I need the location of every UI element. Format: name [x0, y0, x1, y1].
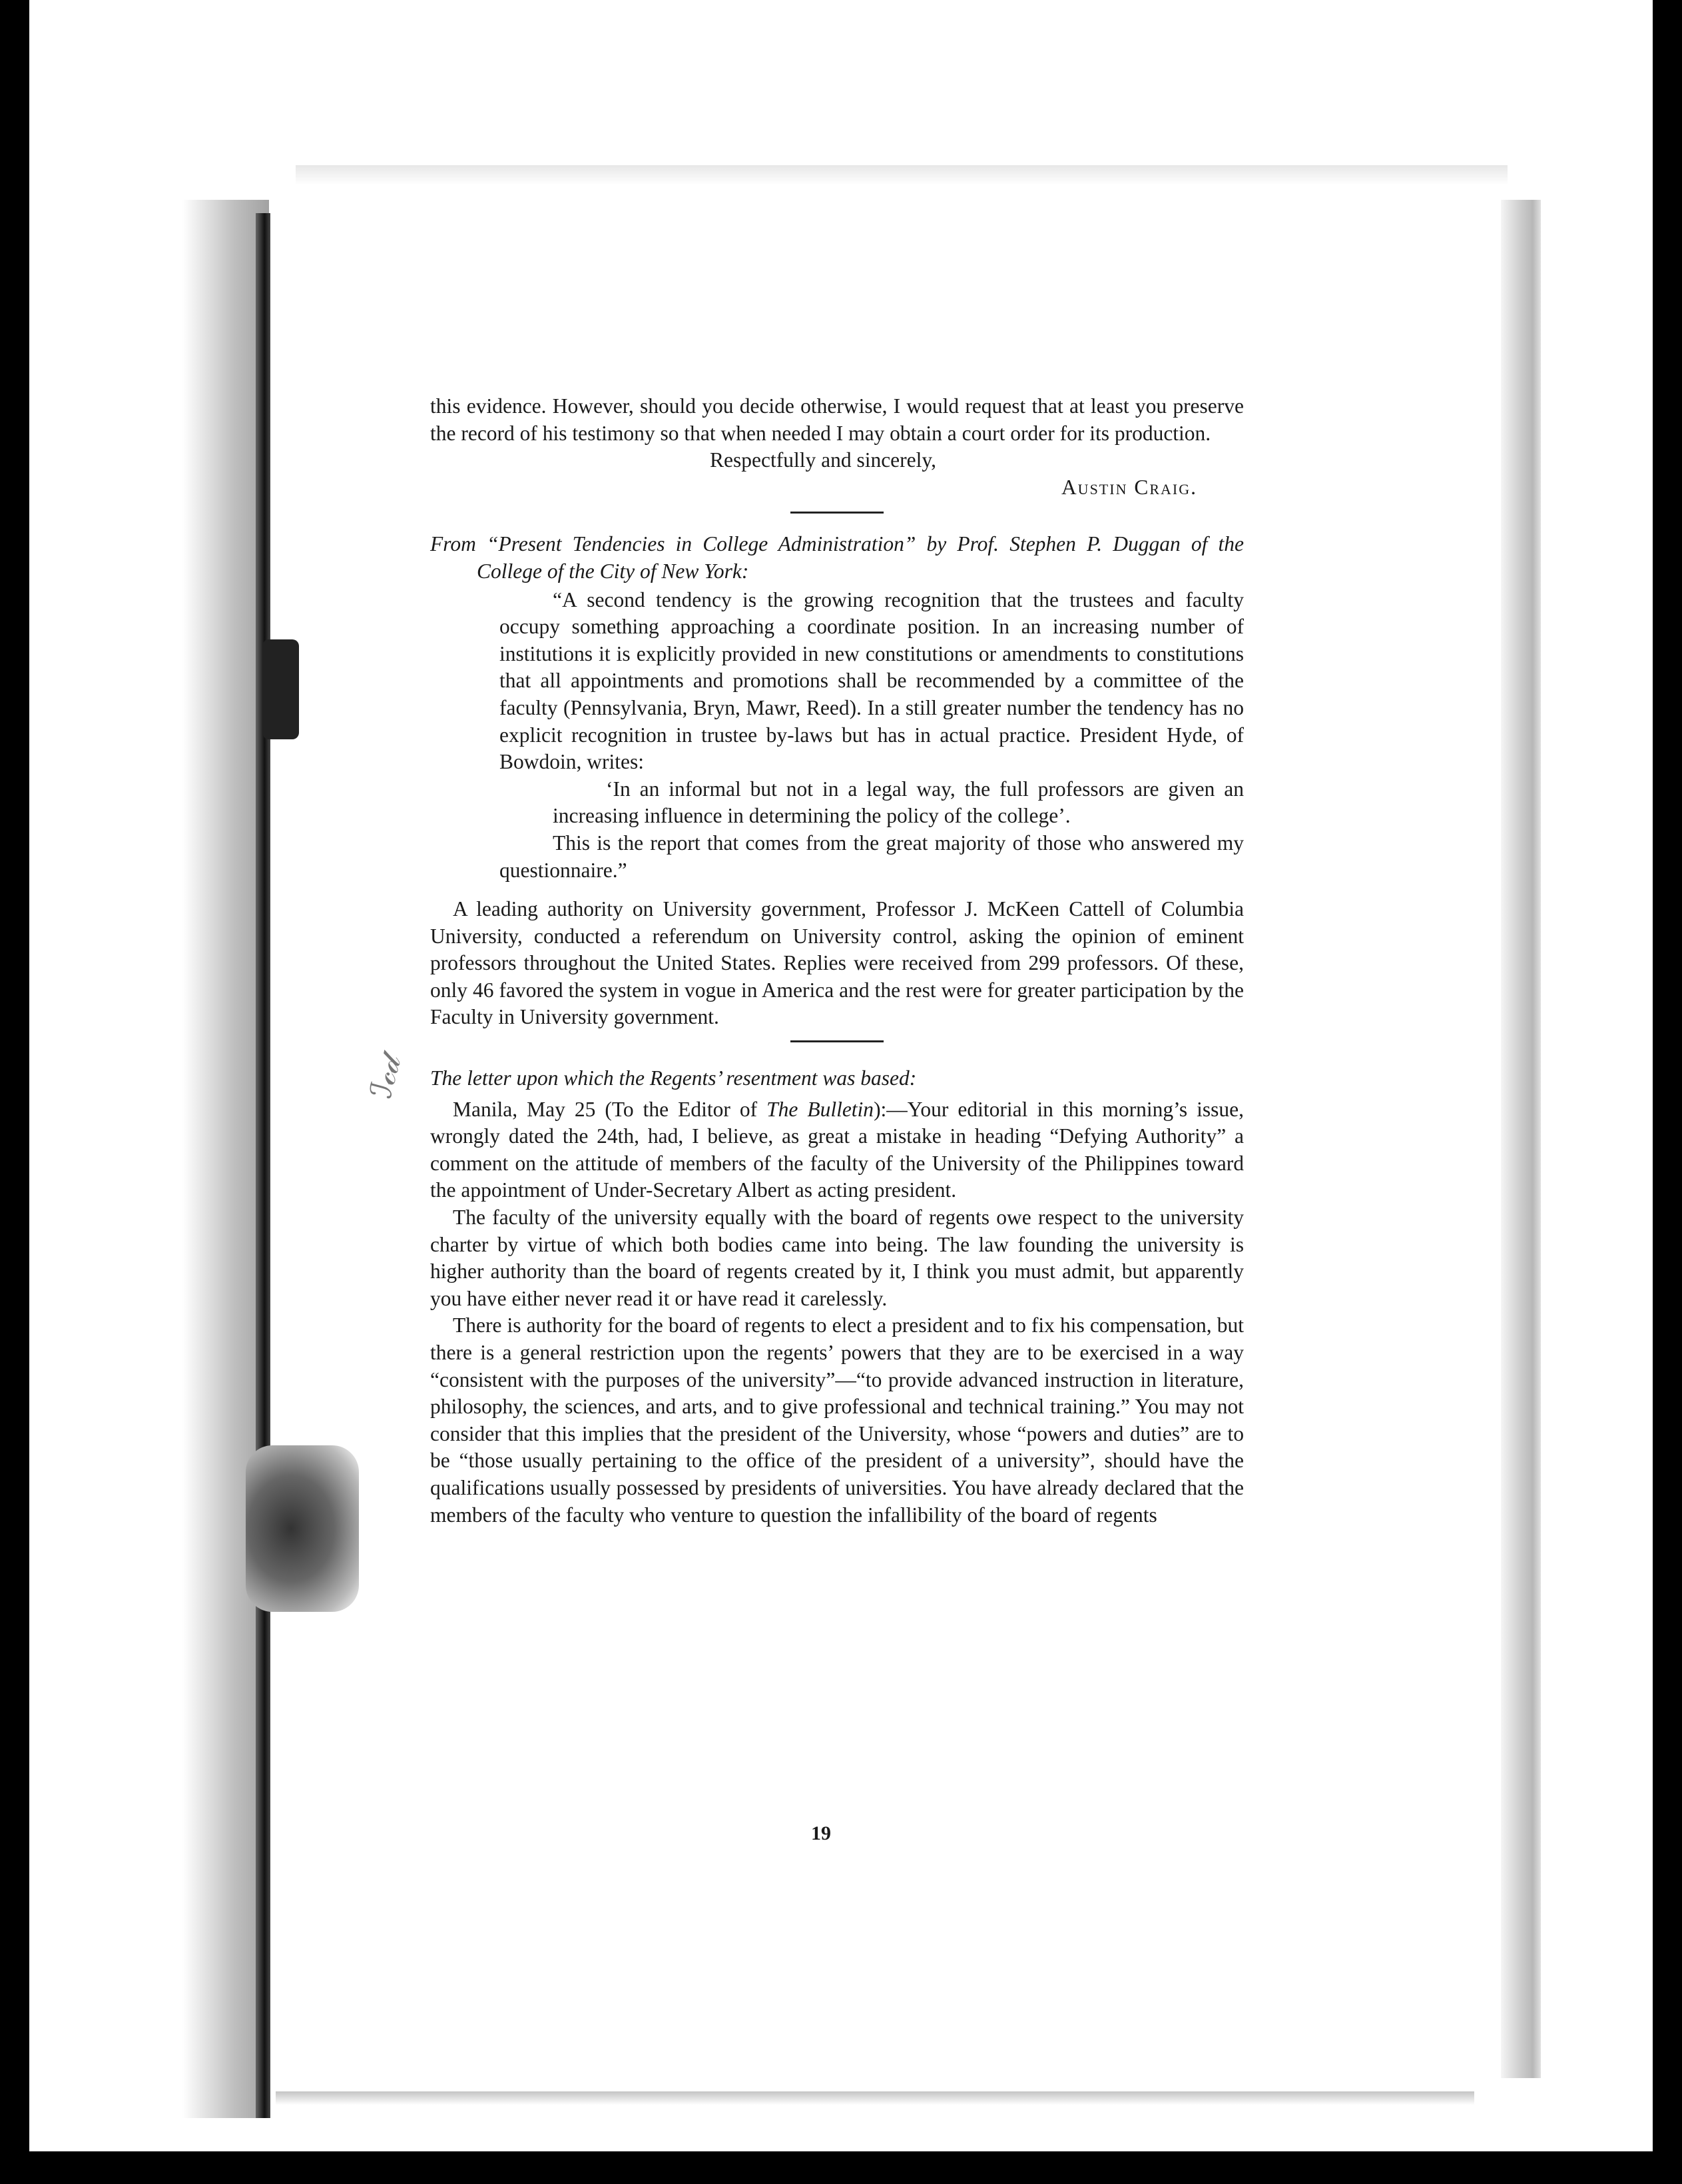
bulletin-letter-paragraph-1 — [430, 1096, 1244, 1204]
page-top-edge — [296, 165, 1508, 185]
letter-closing: Respectfully and sincerely, — [710, 448, 936, 472]
duggan-quote — [430, 587, 1244, 885]
bulletin-letter-paragraph-3: There is authority for the board of regents to elect a president and to fix his compensation, but there is a general restriction upon the regents’ powers that they are to be exercised in a way “consistent with the purposes of the university”—“to provide advanced instruction in literature, philosophy, the sciences, and arts, and to give professional and technical training.” You may not consider that this implies that the president of the University, whose “powers and duties” are to be “those usually pertaining to the office of the president of a university”, should have the qualifications usually possessed by presidents of universities. You have already declared that the members of the faculty who venture to question the infallibility of the board of regents — [430, 1313, 1244, 1527]
hyde-quote: ‘In an informal but not in a legal way, the full professors are given an increasing influence in determining the policy of the college’. — [553, 777, 1244, 828]
duggan-quote-paragraph: “A second tendency is the growing recognition that the trustees and faculty occupy something approaching a coordinate position. In an increasing number of institutions it is explicitly provided in new constitutions or amendments to constitutions that all appointments and promotions shall be recommended by a committee of the faculty (Pennsylvania, Bryn, Mawr, Reed). In a still greater number the tendency has no explicit recognition in trustee by-laws but has in actual practice. President Hyde, of Bowdoin, writes: — [499, 587, 1244, 774]
newspaper-title: The Bulletin — [766, 1097, 874, 1121]
letter-end-paragraph: this evidence. However, should you decide otherwise, I would request that at least you preserve the record of his testimony so that when needed I may obtain a court order for its production. — [430, 394, 1244, 445]
letter-signature: Austin Craig. — [1061, 475, 1197, 499]
binding-spine — [256, 213, 270, 2118]
duggan-quote-conclusion: This is the report that comes from the great majority of those who answered my questionnaire.” — [499, 831, 1244, 882]
binder-clip-top — [262, 639, 299, 739]
cattell-paragraph: A leading authority on University government, Professor J. McKeen Cattell of Columbia University, conducted a referendum on University control, asking the opinion of eminent professors throughout the United States. Replies were received from 299 professors. Of these, only 46 favored the system in vogue in America and the rest were for greater participation by the Faculty in University government. — [430, 897, 1244, 1029]
letter-dateline: Manila, May 25 (To the Editor of — [453, 1097, 767, 1121]
page-bottom-edge — [276, 2091, 1474, 2105]
page-number: 19 — [811, 1822, 831, 1844]
page-right-edge-shadow — [1501, 200, 1541, 2078]
letter-body: ):—Your editorial in this morning’s issue, wrongly dated the 24th, had, I believe, as great a mistake in heading “Defying Authority” a comment on the attitude of members of the faculty of the University of the Philippines toward the appointment of Under-Secretary Albert as acting president. — [430, 1097, 1244, 1202]
bulletin-letter-paragraph-2: The faculty of the university equally with the board of regents owe respect to the university charter by virtue of which both bodies came into being. The law founding the university is higher authority than the board of regents created by it, I think you must admit, but apparently you have either never read it or have read it carelessly. — [430, 1206, 1244, 1310]
document-body — [430, 393, 1244, 1529]
handwritten-margin-note: ℐ𝒸𝒹 — [362, 1051, 408, 1102]
section-divider-2 — [790, 1040, 884, 1042]
section-divider — [790, 512, 884, 514]
bulletin-letter-heading: The letter upon which the Regents’ resentment was based: — [430, 1066, 917, 1090]
binder-clip-bottom — [246, 1445, 359, 1612]
duggan-source: From “Present Tendencies in College Administration” by Prof. Stephen P. Duggan of the College of the City of New York: — [430, 532, 1244, 583]
